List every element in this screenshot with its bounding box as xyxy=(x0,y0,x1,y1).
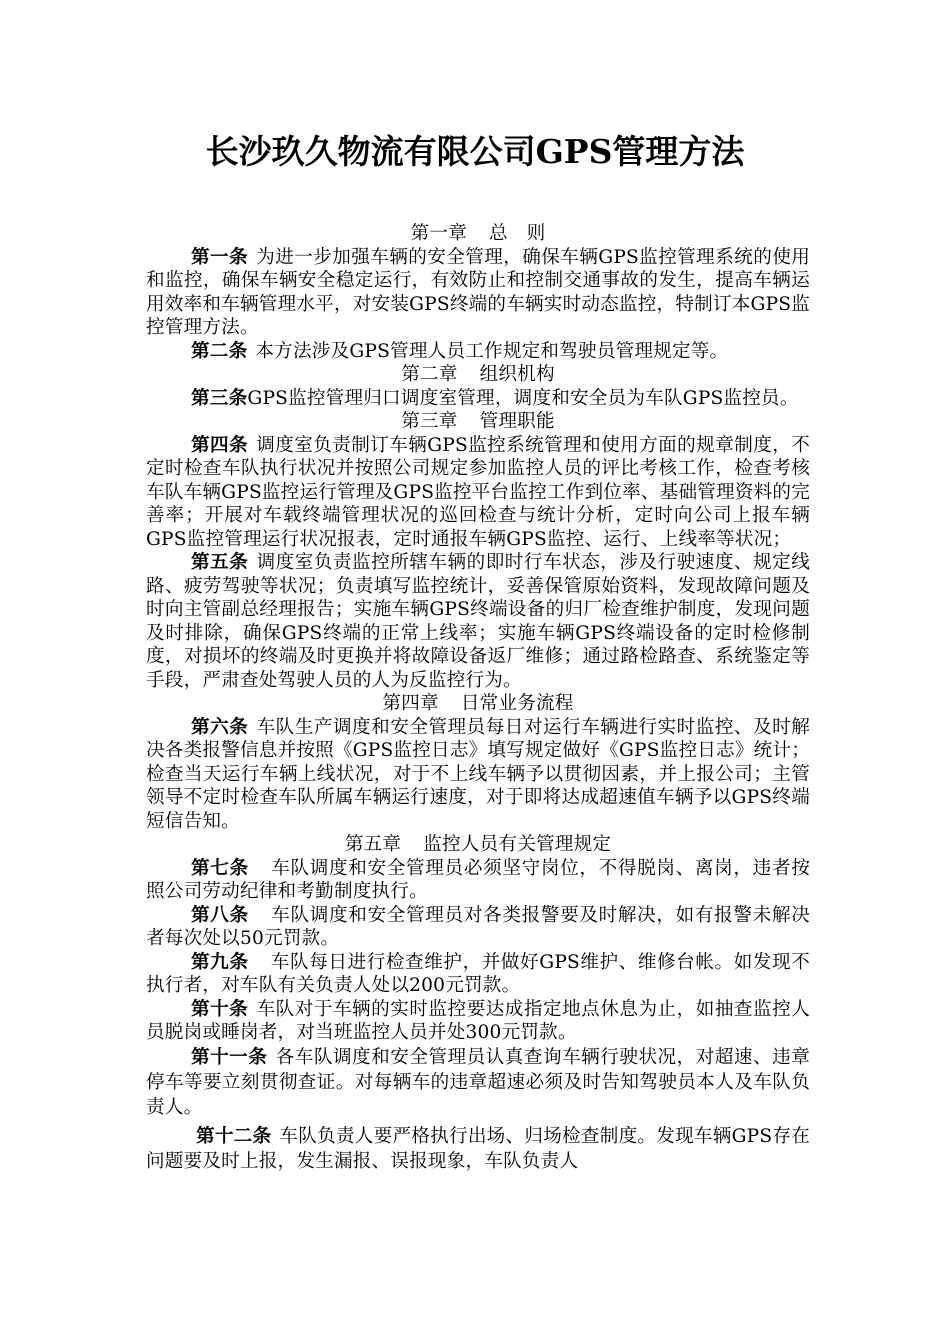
chapter-number: 第四章 xyxy=(382,693,439,714)
article-text: GPS监控管理归口调度室管理，调度和安全员为车队GPS监控员。 xyxy=(247,387,799,409)
article-label: 第七条 xyxy=(191,857,249,879)
article-label: 第十二条 xyxy=(196,1125,272,1147)
article xyxy=(146,340,810,364)
article xyxy=(146,551,810,692)
article-label: 第一条 xyxy=(191,246,249,268)
article-text: 为进一步加强车辆的安全管理，确保车辆GPS监控管理系统的使用和监控，确保车辆安全稳定运行，有效防止和控制交通事故的发生，提高车辆运用效率和车辆管理水平，对安装GPS终端的车辆实时动态监控，特制订本GPS监控管理方法。 xyxy=(146,246,811,338)
article xyxy=(146,951,810,998)
article-text: 车队生产调度和安全管理员每日对运行车辆进行实时监控、及时解决各类报警信息并按照《GPS监控日志》填写规定做好《GPS监控日志》统计；检查当天运行车辆上线状况，对于不上线车辆予以贯彻因素，并上报公司；主管领导不定时检查车队所属车辆运行速度，对于即将达成超速值车辆予以GPS终端短信告知。 xyxy=(146,716,811,832)
chapter-title: 总 则 xyxy=(489,223,546,244)
article xyxy=(146,1045,810,1120)
article-text: 车队每日进行检查维护，并做好GPS维护、维修台帐。如发现不执行者，对车队有关负责人处以200元罚款。 xyxy=(146,951,810,996)
document-title: 长沙玖久物流有限公司GPS管理方法 xyxy=(205,132,745,171)
chapter-heading xyxy=(146,692,810,716)
article-label: 第十条 xyxy=(191,998,249,1020)
chapter-heading xyxy=(146,222,810,246)
chapter-heading xyxy=(146,363,810,387)
article-label: 第二条 xyxy=(191,340,248,362)
chapter-title: 管理职能 xyxy=(479,411,555,432)
document-body xyxy=(146,222,810,1174)
article xyxy=(146,387,810,411)
article xyxy=(146,998,810,1045)
article-label: 第四条 xyxy=(191,434,249,456)
article-text: 本方法涉及GPS管理人员工作规定和驾驶员管理规定等。 xyxy=(255,340,729,362)
chapter-title: 日常业务流程 xyxy=(460,693,574,714)
article-text: 调度室负责监控所辖车辆的即时行车状态，涉及行驶速度、规定线路、疲劳驾驶等状况；负责填写监控统计，妥善保管原始资料，发现故障问题及时向主管副总经理报告；实施车辆GPS终端设备的归厂检查维护制度，发现问题及时排除，确保GPS终端的正常上线率；实施车辆GPS终端设备的定时检修制度，对损坏的终端及时更换并将故障设备返厂维修；通过路检路查、系统鉴定等手段，严肃查处驾驶人员的人为反监控行为。 xyxy=(146,552,810,691)
article xyxy=(146,1124,810,1174)
article-text: 调度室负责制订车辆GPS监控系统管理和使用方面的规章制度，不定时检查车队执行状况并按照公司规定参加监控人员的评比考核工作，检查考核车队车辆GPS监控运行管理及GPS监控平台监控工作到位率、基础管理资料的完善率；开展对车载终端管理状况的巡回检查与统计分析，定时向公司上报车辆GPS监控管理运行状况报表，定时通报车辆GPS监控、运行、上线率等状况； xyxy=(146,434,811,550)
article-text: 各车队调度和安全管理员认真查询车辆行驶状况，对超速、违章停车等要立刻贯彻查证。对每辆车的违章超速必须及时告知驾驶员本人及车队负责人。 xyxy=(146,1046,810,1118)
article-label: 第三条 xyxy=(191,387,248,409)
article-label: 第五条 xyxy=(191,552,249,573)
chapter-number: 第二章 xyxy=(401,364,458,385)
chapter-title: 组织机构 xyxy=(479,364,555,385)
article xyxy=(146,434,810,552)
article-label: 第八条 xyxy=(191,904,249,926)
article xyxy=(146,904,810,951)
article-label: 第十一条 xyxy=(191,1046,268,1068)
chapter-title: 监控人员有关管理规定 xyxy=(423,834,612,855)
article xyxy=(146,857,810,904)
article-label: 第九条 xyxy=(191,951,249,973)
chapter-number: 第一章 xyxy=(410,223,467,244)
chapter-heading xyxy=(146,833,810,857)
article-text: 车队负责人要严格执行出场、归场检查制度。发现车辆GPS存在问题要及时上报，发生漏报、误报现象，车队负责人 xyxy=(146,1125,810,1172)
article-text: 车队调度和安全管理员对各类报警要及时解决，如有报警未解决者每次处以50元罚款。 xyxy=(146,904,810,949)
article xyxy=(146,716,810,834)
chapter-number: 第三章 xyxy=(401,411,458,432)
article-label: 第六条 xyxy=(191,716,249,738)
article-text: 车队对于车辆的实时监控要达成指定地点休息为止，如抽查监控人员脱岗或睡岗者，对当班监控人员并处300元罚款。 xyxy=(146,998,810,1043)
chapter-heading xyxy=(146,410,810,434)
article-text: 车队调度和安全管理员必须坚守岗位，不得脱岗、离岗，违者按照公司劳动纪律和考勤制度执行。 xyxy=(146,857,810,902)
chapter-number: 第五章 xyxy=(344,834,402,855)
article xyxy=(146,246,810,340)
